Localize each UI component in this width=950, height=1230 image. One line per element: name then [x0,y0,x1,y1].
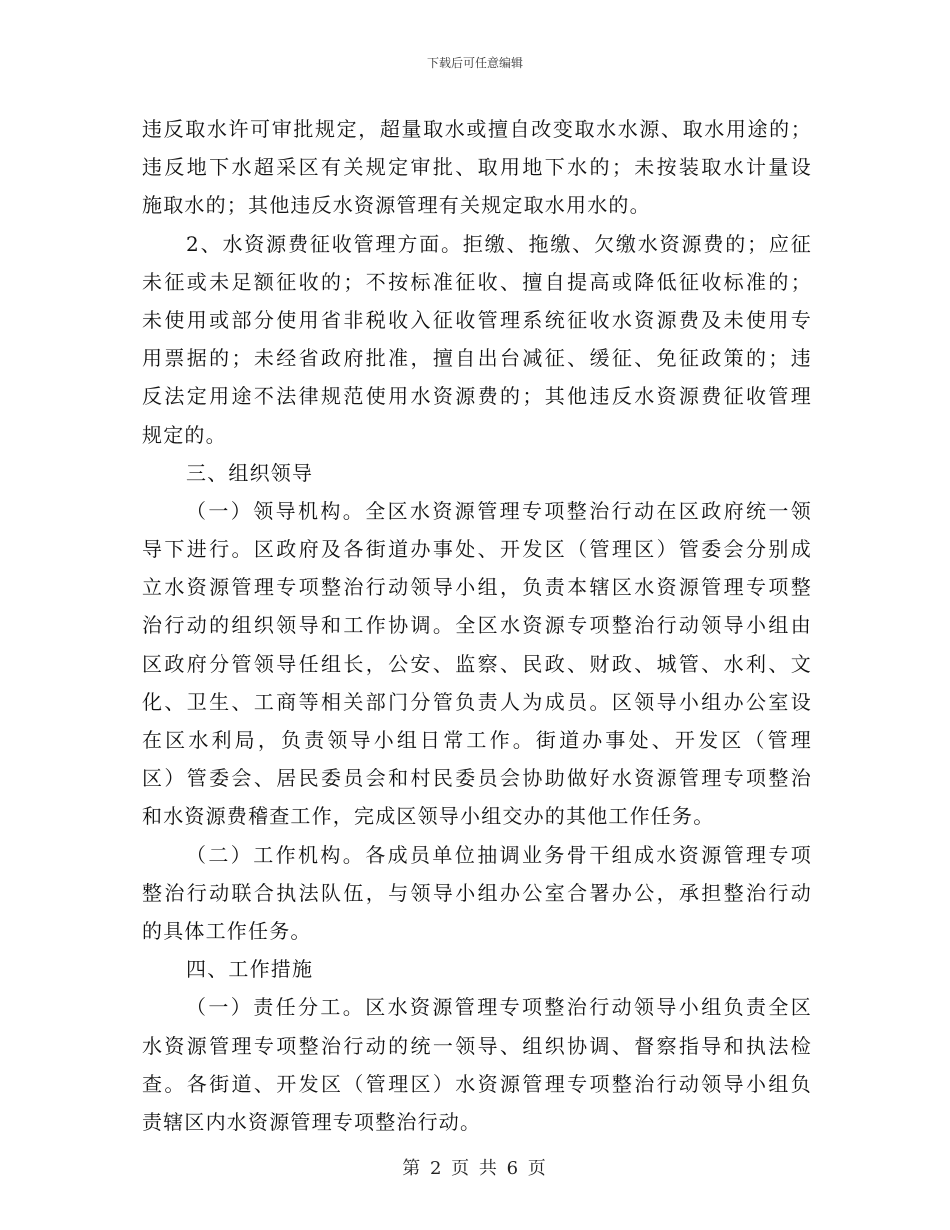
text-line: 四、工作措施 [186,957,314,982]
text-line: 用票据的；未经省政府批准，擅自出台减征、缓征、免征政策的；违 [142,346,812,371]
text-line: 区政府分管领导任组长，公安、监察、民政、财政、城管、水利、文 [142,651,812,676]
text-line: 和水资源费稽查工作，完成区领导小组交办的其他工作任务。 [142,804,715,829]
text-line: 2、水资源费征收管理方面。拒缴、拖缴、欠缴水资源费的；应征 [186,231,812,256]
text-line: 反法定用途不法律规范使用水资源费的；其他违反水资源费征收管理 [142,384,812,409]
text-line: 立水资源管理专项整治行动领导小组，负责本辖区水资源管理专项整 [142,575,812,600]
document-body [142,110,812,1141]
text-line: 在区水利局，负责领导小组日常工作。街道办事处、开发区（管理 [142,728,812,752]
text-line: 的具体工作任务。 [142,918,312,943]
text-line: 规定的。 [142,422,227,447]
text-line: 三、组织领导 [186,460,314,485]
page-number-footer: 第 2 页 共 6 页 [402,1158,548,1179]
text-line: 整治行动联合执法队伍，与领导小组办公室合署办公，承担整治行动 [142,880,812,905]
text-line: 违反地下水超采区有关规定审批、取用地下水的；未按装取水计量设 [142,155,812,180]
text-line: （二）工作机构。各成员单位抽调业务骨干组成水资源管理专项 [186,842,812,867]
text-line: 化、卫生、工商等相关部门分管负责人为成员。区领导小组办公室设 [142,689,812,714]
text-line: 责辖区内水资源管理专项整治行动。 [142,1109,482,1134]
text-line: 导下进行。区政府及各街道办事处、开发区（管理区）管委会分别成 [142,537,812,562]
text-line: （一）责任分工。区水资源管理专项整治行动领导小组负责全区 [186,995,812,1020]
text-line: 查。各街道、开发区（管理区）水资源管理专项整治行动领导小组负 [142,1071,812,1096]
page-header-note: 下载后可任意编辑 [426,56,523,70]
text-line: 区）管委会、居民委员会和村民委员会协助做好水资源管理专项整治 [142,766,812,791]
text-line: 水资源管理专项整治行动的统一领导、组织协调、督察指导和执法检 [142,1033,812,1058]
text-line: 违反取水许可审批规定，超量取水或擅自改变取水水源、取水用途的； [142,117,812,141]
text-line: 未使用或部分使用省非税收入征收管理系统征收水资源费及未使用专 [142,307,812,332]
text-line: 施取水的；其他违反水资源管理有关规定取水用水的。 [142,193,651,218]
text-line: 未征或未足额征收的；不按标准征收、擅自提高或降低征收标准的； [142,269,812,294]
text-line: 治行动的组织领导和工作协调。全区水资源专项整治行动领导小组由 [142,613,812,638]
text-line: （一）领导机构。全区水资源管理专项整治行动在区政府统一领 [186,498,812,523]
